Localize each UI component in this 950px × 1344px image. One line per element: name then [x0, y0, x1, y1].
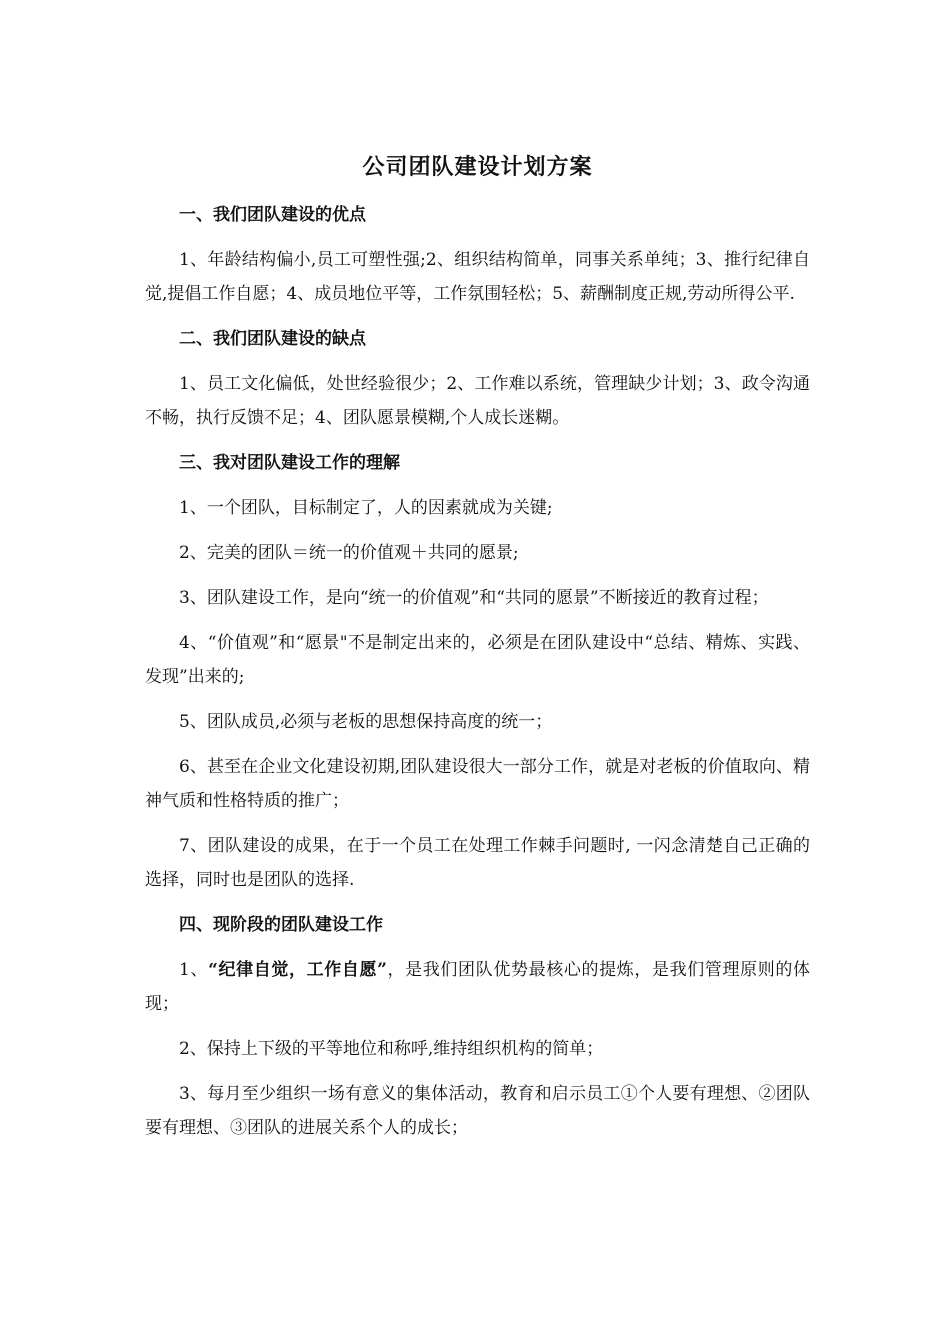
section-4-paragraph-2: 2、保持上下级的平等地位和称呼,维持组织机构的简单； — [179, 1039, 604, 1059]
section-3-paragraph-3: 3、团队建设工作，是向“统一的价值观”和“共同的愿景”不断接近的教育过程； — [179, 588, 769, 608]
section-heading-1: 一、我们团队建设的优点 — [179, 205, 366, 225]
section-heading-2: 二、我们团队建设的缺点 — [179, 329, 366, 349]
document-title: 公司团队建设计划方案 — [362, 154, 593, 180]
item-prefix: 1、 — [179, 960, 209, 980]
section-heading-3: 三、我对团队建设工作的理解 — [179, 453, 400, 473]
section-3-paragraph-4: 4、“价值观”和“愿景"不是制定出来的，必须是在团队建设中“总结、精炼、实践、发现”出来的; — [145, 633, 810, 687]
item-rest: ，是我们团队优势最核心的提炼，是我们管理原则的体现； — [145, 960, 810, 1014]
section-3-paragraph-2: 2、完美的团队＝统一的价值观＋共同的愿景; — [179, 543, 519, 563]
document-body — [145, 198, 810, 1156]
section-3-paragraph-1: 1、一个团队，目标制定了，人的因素就成为关键; — [179, 498, 553, 518]
section-4-paragraph-3: 3、每月至少组织一场有意义的集体活动，教育和启示员工①个人要有理想、②团队要有理想、③团队的进展关系个人的成长； — [145, 1084, 810, 1138]
bold-phrase: “纪律自觉，工作自愿” — [208, 960, 387, 980]
section-3-paragraph-7: 7、团队建设的成果，在于一个员工在处理工作棘手问题时, 一闪念清楚自己正确的选择，同时也是团队的选择. — [145, 836, 810, 890]
section-3-paragraph-5: 5、团队成员,必须与老板的思想保持高度的统一； — [179, 712, 553, 732]
section-2-paragraph-1: 1、员工文化偏低，处世经验很少；2、工作难以系统，管理缺少计划；3、政令沟通不畅，执行反馈不足；4、团队愿景模糊,个人成长迷糊。 — [145, 374, 810, 428]
section-heading-4: 四、现阶段的团队建设工作 — [179, 915, 383, 935]
section-1-paragraph-1: 1、年龄结构偏小,员工可塑性强;2、组织结构简单，同事关系单纯；3、推行纪律自觉,提倡工作自愿；4、成员地位平等，工作氛围轻松；5、薪酬制度正规,劳动所得公平. — [145, 250, 810, 304]
section-3-paragraph-6: 6、甚至在企业文化建设初期,团队建设很大一部分工作，就是对老板的价值取向、精神气质和性格特质的推广； — [145, 757, 810, 811]
section-4-paragraph-1 — [145, 953, 810, 1021]
